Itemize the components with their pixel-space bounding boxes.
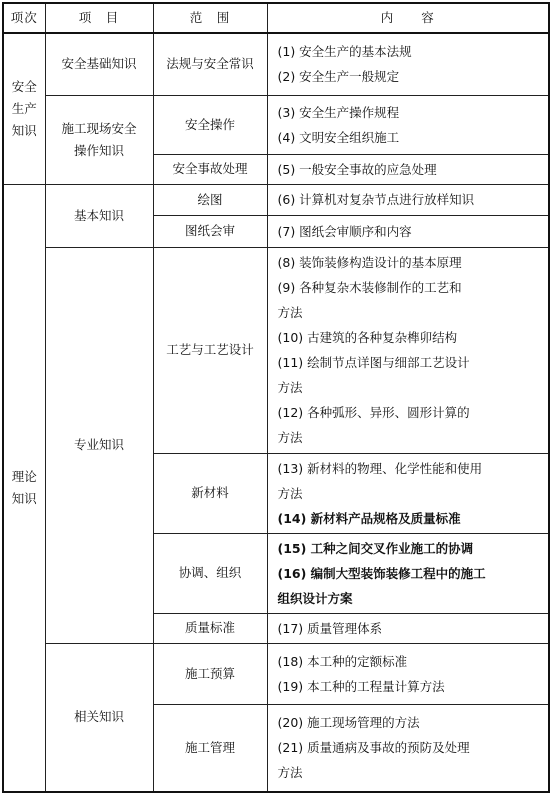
content-cell [267,613,549,643]
content-item: (14) 新材料产品规格及质量标准 [277,510,461,526]
content-item: (1) 安全生产的基本法规 [277,44,412,60]
content-cell [267,215,549,247]
content-item: (5) 一般安全事故的应急处理 [277,161,437,177]
table-row [3,95,549,154]
content-item: (3) 安全生产操作规程 [277,104,400,120]
content-cell [267,154,549,184]
table-row [3,643,549,704]
scope-cell: 安全事故处理 [153,154,267,184]
content-cell [267,33,549,95]
project-cell [45,95,153,184]
category-line: 理论 [11,468,37,484]
header-scope: 范 围 [153,3,267,33]
content-item: (21) 质量通病及事故的预防及处理 [277,740,470,756]
table-row [3,184,549,215]
content-item: 方法 [277,765,303,781]
scope-cell: 协调、组织 [153,533,267,613]
scope-cell: 新材料 [153,453,267,533]
category-safety [3,33,45,184]
header-content: 内 容 [267,3,549,33]
content-item: (20) 施工现场管理的方法 [277,715,420,731]
content-item: (15) 工种之间交叉作业施工的协调 [277,540,474,556]
content-cell [267,95,549,154]
project-line: 施工现场安全 [61,120,137,136]
category-theory [3,184,45,792]
content-cell [267,247,549,453]
scope-cell: 质量标准 [153,613,267,643]
project-cell: 基本知识 [45,184,153,247]
content-cell [267,453,549,533]
content-cell [267,184,549,215]
content-cell [267,643,549,704]
project-line: 操作知识 [73,142,124,158]
header-row [3,3,549,33]
content-item: (6) 计算机对复杂节点进行放样知识 [277,192,475,207]
scope-cell: 工艺与工艺设计 [153,247,267,453]
knowledge-table [2,2,550,793]
category-line: 安全 [11,78,37,94]
content-item: 方法 [277,305,303,320]
scope-cell: 施工预算 [153,643,267,704]
scope-cell: 法规与安全常识 [153,33,267,95]
content-item: 组织设计方案 [277,590,353,606]
project-cell: 安全基础知识 [45,33,153,95]
content-item: (16) 编制大型装饰装修工程中的施工 [277,565,486,581]
header-project: 项 目 [45,3,153,33]
project-cell: 相关知识 [45,643,153,792]
content-item: (12) 各种弧形、异形、圆形计算的 [277,405,470,420]
content-item: (4) 文明安全组织施工 [277,129,400,145]
content-item: (11) 绘制节点详图与细部工艺设计 [277,355,470,370]
content-item: (17) 质量管理体系 [277,620,383,636]
content-item: 方法 [277,430,303,445]
content-item: (9) 各种复杂木装修制作的工艺和 [277,280,462,295]
scope-cell: 安全操作 [153,95,267,154]
category-line: 生产 [11,100,37,116]
scope-cell: 图纸会审 [153,215,267,247]
content-item: (8) 装饰装修构造设计的基本原理 [277,255,462,270]
content-item: (19) 本工种的工程量计算方法 [277,678,445,694]
category-line: 知识 [11,122,37,138]
content-item: (7) 图纸会审顺序和内容 [277,223,412,239]
content-item: (13) 新材料的物理、化学性能和使用 [277,460,483,476]
content-item: 方法 [277,485,303,501]
table-row [3,247,549,453]
scope-cell: 绘图 [153,184,267,215]
content-item: (2) 安全生产一般规定 [277,69,400,85]
content-item: 方法 [277,380,303,395]
table-row [3,33,549,95]
content-cell [267,533,549,613]
content-item: (10) 古建筑的各种复杂榫卯结构 [277,330,458,345]
header-category: 项次 [3,3,45,33]
project-cell: 专业知识 [45,247,153,643]
scope-cell: 施工管理 [153,704,267,792]
category-line: 知识 [11,490,37,506]
content-item: (18) 本工种的定额标准 [277,653,408,669]
